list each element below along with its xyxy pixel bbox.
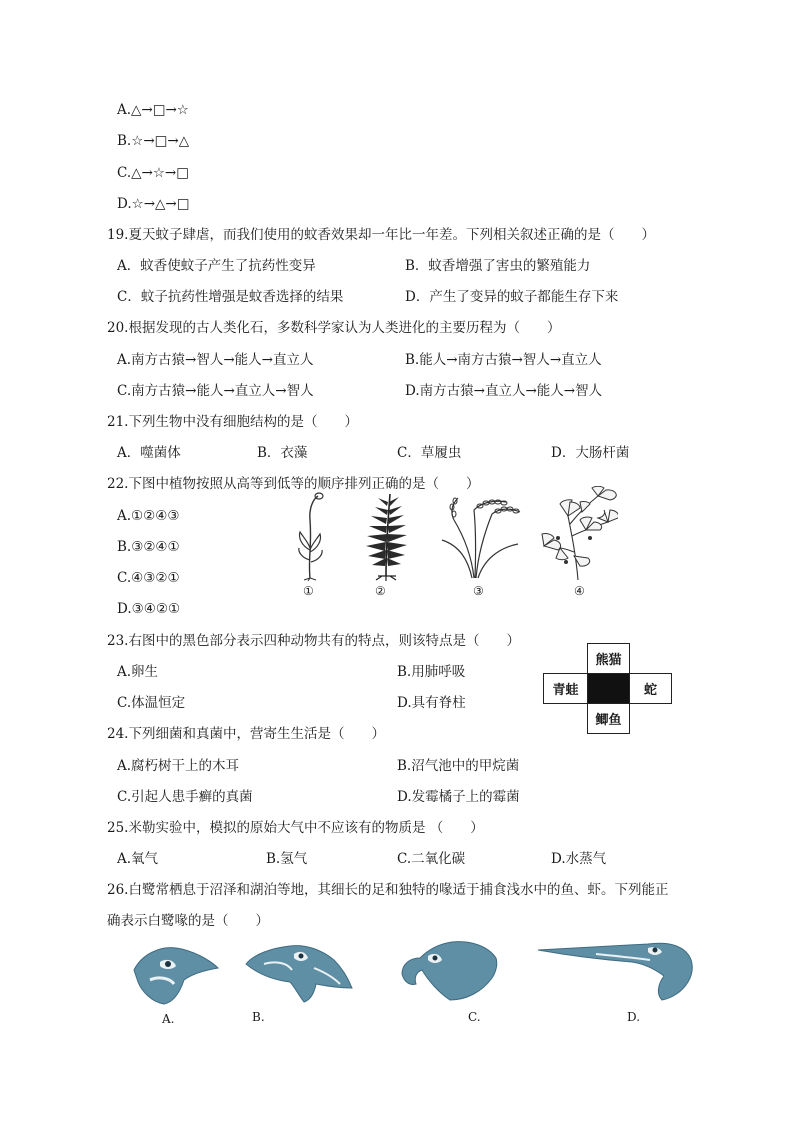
q18-option-c: C.△→☆→□ — [117, 165, 190, 181]
q26-stem-line1: 26.白鹭常栖息于沼泽和湖泊等地，其细长的足和独特的喙适于捕食浅水中的鱼、虾。下列能正 — [107, 882, 669, 898]
q19-option-b: B．蚊香增强了害虫的繁殖能力 — [405, 258, 591, 274]
diagram-snake-cell: 蛇 — [629, 673, 672, 704]
q20-option-d: D.南方古猿→直立人→能人→智人 — [405, 383, 603, 399]
beak-caption-c: C. — [468, 1010, 481, 1024]
beak-a-image — [130, 940, 220, 1006]
q22-option-b: B.③②④① — [117, 539, 180, 555]
q23-option-a: A.卵生 — [117, 664, 159, 680]
q25-option-c: C.二氧化碳 — [397, 851, 466, 867]
fern-plant-image — [356, 490, 418, 582]
q23-stem: 23.右图中的黑色部分表示四种动物共有的特点，则该特点是（ ） — [107, 633, 520, 649]
q25-option-b: B.氢气 — [266, 851, 308, 867]
q25-stem: 25.米勒实验中，模拟的原始大气中不应该有的物质是 （ ） — [107, 820, 484, 836]
q23-option-b: B.用肺呼吸 — [397, 664, 466, 680]
q20-option-b: B.能人→南方古猿→智人→直立人 — [405, 352, 602, 368]
q19-stem: 19.夏天蚊子肆虐，而我们使用的蚊香效果却一年比一年差。下列相关叙述正确的是（ ） — [107, 227, 655, 243]
diagram-frog-cell: 青蛙 — [543, 673, 588, 704]
beak-c-image — [398, 938, 498, 1004]
q18-option-d: D.☆→△→□ — [117, 196, 190, 212]
moss-plant-image — [286, 490, 336, 582]
q22-caption-2: ② — [375, 584, 386, 598]
q20-option-a: A.南方古猿→智人→能人→直立人 — [117, 352, 314, 368]
q21-option-d: D．大肠杆菌 — [551, 445, 630, 461]
q24-option-a: A.腐朽树干上的木耳 — [117, 758, 240, 774]
q23-option-d: D.具有脊柱 — [397, 695, 466, 711]
q21-option-c: C．草履虫 — [397, 445, 462, 461]
beak-d-image — [536, 938, 696, 1004]
q21-stem: 21.下列生物中没有细胞结构的是（ ） — [107, 414, 358, 430]
q24-option-c: C.引起人患手癣的真菌 — [117, 789, 253, 805]
q23-option-c: C.体温恒定 — [117, 695, 186, 711]
q18-option-a: A.△→□→☆ — [117, 102, 189, 118]
diagram-crucian-cell: 鲫鱼 — [587, 703, 630, 734]
q25-option-a: A.氧气 — [117, 851, 159, 867]
diagram-shared-trait-cell — [587, 673, 630, 704]
q22-option-c: C.④③②① — [117, 570, 180, 586]
q24-option-b: B.沼气池中的甲烷菌 — [397, 758, 520, 774]
q21-option-b: B．衣藻 — [257, 445, 308, 461]
q20-option-c: C.南方古猿→能人→直立人→智人 — [117, 383, 314, 399]
q22-option-d: D.③④②① — [117, 601, 181, 617]
beak-caption-b: B. — [252, 1010, 265, 1024]
q19-option-c: C．蚊子抗药性增强是蚊香选择的结果 — [117, 289, 344, 305]
q18-option-b: B.☆→□→△ — [117, 133, 190, 149]
q19-option-d: D．产生了变异的蚊子都能生存下来 — [405, 289, 619, 305]
q26-stem-line2: 确表示白鹭喙的是（ ） — [107, 913, 269, 929]
ginkgo-plant-image — [538, 486, 618, 582]
beak-b-image — [244, 938, 354, 1004]
q22-stem: 22.下图中植物按照从高等到低等的顺序排列正确的是（ ） — [107, 476, 480, 492]
diagram-panda-cell: 熊猫 — [587, 643, 630, 674]
beak-caption-a: A. — [162, 1012, 175, 1026]
q22-caption-4: ④ — [574, 584, 585, 598]
q24-option-d: D.发霉橘子上的霉菌 — [397, 789, 520, 805]
q20-stem: 20.根据发现的古人类化石，多数科学家认为人类进化的主要历程为（ ） — [107, 320, 561, 336]
q19-option-a: A．蚊香使蚊子产生了抗药性变异 — [117, 258, 316, 274]
q24-stem: 24.下列细菌和真菌中，营寄生生活是（ ） — [107, 726, 385, 742]
q21-option-a: A．噬菌体 — [117, 445, 181, 461]
q25-option-d: D.水蒸气 — [551, 851, 607, 867]
rice-plant-image — [432, 490, 527, 582]
beak-caption-d: D. — [627, 1010, 641, 1024]
q22-caption-1: ① — [303, 584, 314, 598]
q22-caption-3: ③ — [473, 584, 484, 598]
q22-option-a: A.①②④③ — [117, 508, 180, 524]
